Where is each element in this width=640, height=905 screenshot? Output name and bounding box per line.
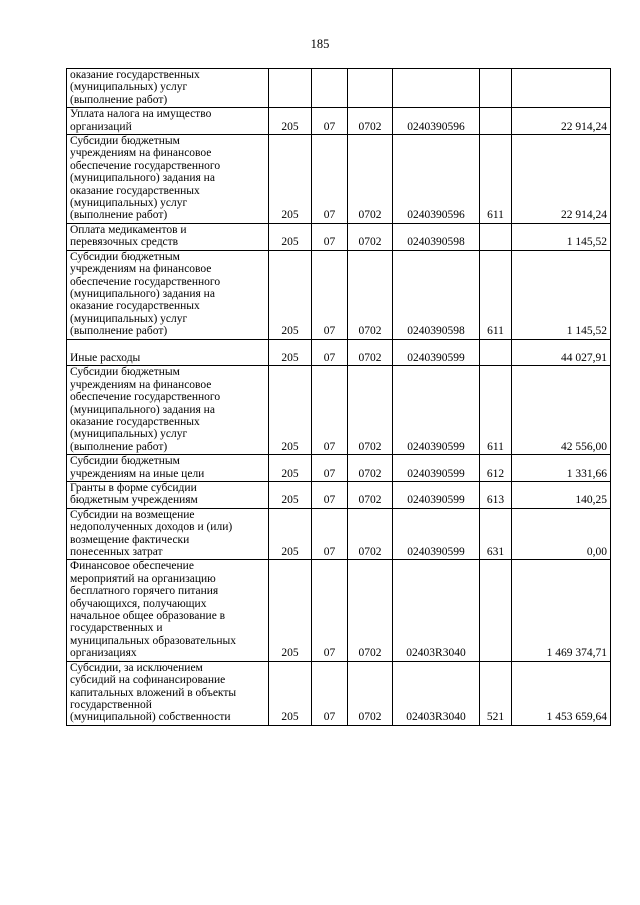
target-article-cell: 0240390599	[393, 482, 480, 509]
target-article-cell: 0240390599	[393, 455, 480, 482]
amount-cell: 140,25	[512, 482, 611, 509]
section-code-cell: 07	[312, 661, 348, 725]
amount-cell: 42 556,00	[512, 366, 611, 455]
expense-name-cell: Иные расходы	[67, 339, 269, 366]
expense-name-cell: Уплата налога на имущество организаций	[67, 108, 269, 135]
table-row	[67, 482, 611, 509]
target-article-cell: 0240390599	[393, 339, 480, 366]
subsection-code-cell: 0702	[348, 560, 393, 661]
ministry-code-cell: 205	[269, 250, 312, 339]
expense-type-cell: 521	[480, 661, 512, 725]
ministry-code-cell: 205	[269, 108, 312, 135]
target-article-cell: 0240390596	[393, 135, 480, 224]
expense-name-cell: Субсидии бюджетным учреждениям на иные цели	[67, 455, 269, 482]
table-row	[67, 455, 611, 482]
subsection-code-cell: 0702	[348, 482, 393, 509]
ministry-code-cell: 205	[269, 508, 312, 560]
expense-name-cell: Субсидии бюджетным учреждениям на финансовое обеспечение государственного (муниципального) задания на оказание государственных (муниципальных) услуг (выполнение работ)	[67, 135, 269, 224]
ministry-code-cell: 205	[269, 560, 312, 661]
expense-type-cell: 611	[480, 366, 512, 455]
subsection-code-cell: 0702	[348, 339, 393, 366]
budget-table	[66, 68, 611, 726]
expense-name-cell: Субсидии, за исключением субсидий на софинансирование капитальных вложений в объекты государственной (муниципальной) собственности	[67, 661, 269, 725]
expense-type-cell: 611	[480, 135, 512, 224]
table-row	[67, 135, 611, 224]
table-row	[67, 339, 611, 366]
table-row	[67, 250, 611, 339]
target-article-cell: 0240390598	[393, 223, 480, 250]
ministry-code-cell: 205	[269, 482, 312, 509]
subsection-code-cell: 0702	[348, 108, 393, 135]
expense-name-cell: оказание государственных (муниципальных) услуг (выполнение работ)	[67, 69, 269, 108]
target-article-cell: 0240390598	[393, 250, 480, 339]
target-article-cell: 02403R3040	[393, 661, 480, 725]
expense-name-cell: Финансовое обеспечение мероприятий на организацию бесплатного горячего питания обучающихся, получающих начальное общее образование в государственных и муниципальных образовательных организациях	[67, 560, 269, 661]
section-code-cell: 07	[312, 455, 348, 482]
table-row	[67, 108, 611, 135]
table-row	[67, 560, 611, 661]
subsection-code-cell: 0702	[348, 508, 393, 560]
ministry-code-cell: 205	[269, 455, 312, 482]
expense-type-cell: 631	[480, 508, 512, 560]
ministry-code-cell: 205	[269, 223, 312, 250]
subsection-code-cell: 0702	[348, 250, 393, 339]
amount-cell: 0,00	[512, 508, 611, 560]
section-code-cell: 07	[312, 508, 348, 560]
section-code-cell: 07	[312, 223, 348, 250]
amount-cell: 1 453 659,64	[512, 661, 611, 725]
amount-cell: 1 145,52	[512, 250, 611, 339]
subsection-code-cell: 0702	[348, 135, 393, 224]
expense-name-cell: Субсидии бюджетным учреждениям на финансовое обеспечение государственного (муниципального) задания на оказание государственных (муниципальных) услуг (выполнение работ)	[67, 366, 269, 455]
ministry-code-cell	[269, 69, 312, 108]
expense-name-cell: Субсидии бюджетным учреждениям на финансовое обеспечение государственного (муниципального) задания на оказание государственных (муниципальных) услуг (выполнение работ)	[67, 250, 269, 339]
table-row	[67, 661, 611, 725]
amount-cell: 1 331,66	[512, 455, 611, 482]
expense-type-cell	[480, 560, 512, 661]
table-row	[67, 69, 611, 108]
target-article-cell: 0240390599	[393, 366, 480, 455]
table-row	[67, 366, 611, 455]
section-code-cell	[312, 69, 348, 108]
expense-name-cell: Оплата медикаментов и перевязочных средств	[67, 223, 269, 250]
expense-type-cell: 612	[480, 455, 512, 482]
ministry-code-cell: 205	[269, 135, 312, 224]
subsection-code-cell: 0702	[348, 366, 393, 455]
target-article-cell: 02403R3040	[393, 560, 480, 661]
expense-type-cell: 611	[480, 250, 512, 339]
table-row	[67, 223, 611, 250]
section-code-cell: 07	[312, 560, 348, 661]
section-code-cell: 07	[312, 135, 348, 224]
section-code-cell: 07	[312, 250, 348, 339]
expense-name-cell: Гранты в форме субсидии бюджетным учреждениям	[67, 482, 269, 509]
expense-type-cell	[480, 69, 512, 108]
target-article-cell: 0240390596	[393, 108, 480, 135]
subsection-code-cell	[348, 69, 393, 108]
expense-type-cell	[480, 223, 512, 250]
amount-cell: 44 027,91	[512, 339, 611, 366]
expense-type-cell	[480, 339, 512, 366]
amount-cell: 1 469 374,71	[512, 560, 611, 661]
section-code-cell: 07	[312, 366, 348, 455]
section-code-cell: 07	[312, 108, 348, 135]
table-row	[67, 508, 611, 560]
expense-name-cell: Субсидии на возмещение недополученных доходов и (или) возмещение фактически понесенных затрат	[67, 508, 269, 560]
subsection-code-cell: 0702	[348, 455, 393, 482]
section-code-cell: 07	[312, 339, 348, 366]
subsection-code-cell: 0702	[348, 661, 393, 725]
budget-table-body	[67, 69, 611, 726]
subsection-code-cell: 0702	[348, 223, 393, 250]
target-article-cell: 0240390599	[393, 508, 480, 560]
amount-cell: 1 145,52	[512, 223, 611, 250]
page-number: 185	[310, 37, 330, 51]
expense-type-cell: 613	[480, 482, 512, 509]
section-code-cell: 07	[312, 482, 348, 509]
amount-cell	[512, 69, 611, 108]
expense-type-cell	[480, 108, 512, 135]
ministry-code-cell: 205	[269, 339, 312, 366]
ministry-code-cell: 205	[269, 366, 312, 455]
amount-cell: 22 914,24	[512, 108, 611, 135]
ministry-code-cell: 205	[269, 661, 312, 725]
amount-cell: 22 914,24	[512, 135, 611, 224]
target-article-cell	[393, 69, 480, 108]
